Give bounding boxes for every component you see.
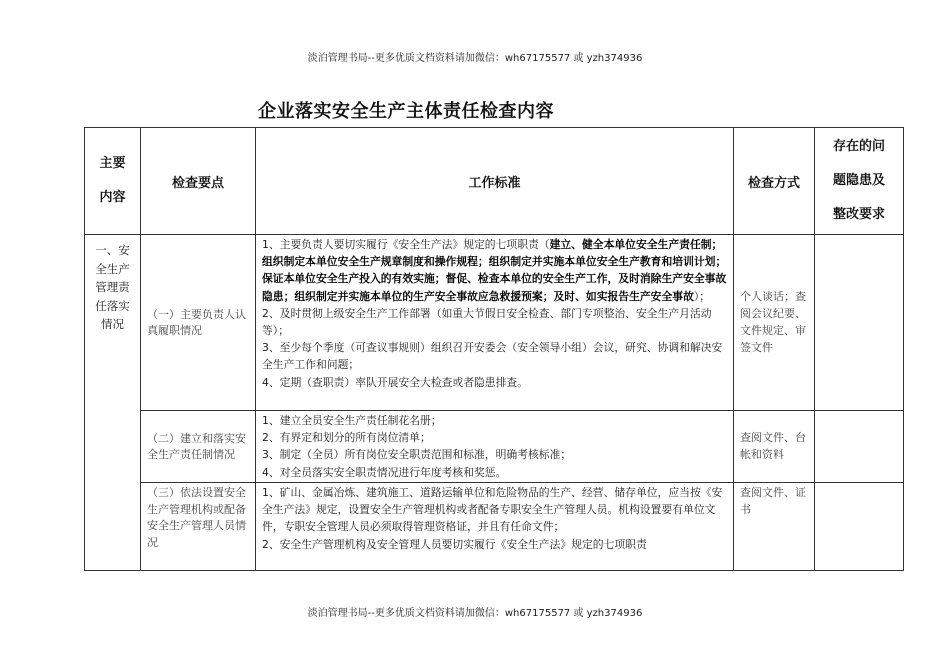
category-cell: 一、安 全生产 管理责 任落实 情况	[85, 235, 141, 571]
header-work-standard: 工作标准	[256, 128, 734, 235]
inspection-table	[84, 127, 904, 571]
table-row	[85, 483, 904, 571]
issues-cell	[815, 483, 904, 571]
standard-item: 2、有界定和划分的所有岗位清单；	[262, 431, 431, 445]
work-standard-cell	[256, 411, 734, 483]
standard-item: 1、主要负责人要切实履行《安全生产法》规定的七项职责（建立、健全本单位安全生产责任制；组织制定本单位安全生产规章制度和操作规程；组织制定并实施本单位安全生产教育和培训计划；保证本单位安全生产投入的有效实施；督促、检查本单位的安全生产工作，及时消除生产安全事故隐患；组织制定并实施本单位的生产安全事故应急救援预案；及时、如实报告生产安全事故）；	[262, 238, 727, 303]
page-header: 淡泊管理书局--更多优质文档资料请加微信：wh67175577 或 yzh374936	[307, 53, 643, 64]
work-standard-cell	[256, 483, 734, 571]
header-check-method: 检查方式	[734, 128, 815, 235]
table-row	[85, 411, 904, 483]
page-footer: 淡泊管理书局--更多优质文档资料请加微信：wh67175577 或 yzh374936	[307, 608, 643, 619]
check-method-cell: 查阅文件、证书	[734, 483, 815, 571]
header-issues: 存在的问 题隐患及 整改要求	[815, 128, 904, 235]
issues-cell	[815, 235, 904, 411]
issues-cell	[815, 411, 904, 483]
standard-item: 2、及时贯彻上级安全生产工作部署（如重大节假日安全检查、部门专项整治、安全生产月活动等）；	[262, 306, 712, 338]
check-point-cell: （一）主要负责人认真履职情况	[141, 235, 256, 411]
standard-item: 3、至少每个季度（可查议事规则）组织召开安委会（安全领导小组）会议，研究、协调和解决安全生产工作和问题；	[262, 341, 723, 372]
standard-item: 3、制定（全员）所有岗位安全职责范围和标准，明确考核标准；	[262, 448, 572, 462]
check-point-cell: （三）依法设置安全生产管理机构或配备安全生产管理人员情况	[141, 483, 256, 571]
check-method-cell: 个人谈话；查阅会议纪要、文件规定、审签文件	[734, 235, 815, 411]
header-check-points: 检查要点	[141, 128, 256, 235]
check-point-cell: （二）建立和落实安全生产责任制情况	[141, 411, 256, 483]
work-standard-cell	[256, 235, 734, 411]
standard-item: 4、定期（查职责）率队开展安全大检查或者隐患排查。	[262, 375, 528, 389]
table-row	[85, 235, 904, 411]
standard-item: 2、安全生产管理机构及安全管理人员要切实履行《安全生产法》规定的七项职责	[262, 537, 647, 551]
document-title: 企业落实安全生产主体责任检查内容	[258, 101, 554, 122]
standard-item: 4、对全员落实安全职责情况进行年度考核和奖惩。	[262, 465, 507, 479]
table-header-row	[85, 128, 904, 235]
standard-item: 1、建立全员安全生产责任制花名册；	[262, 414, 442, 427]
header-main-content: 主要 内容	[85, 128, 141, 235]
check-method-cell: 查阅文件、台帐和资料	[734, 411, 815, 483]
standard-item: 1、矿山、金属冶炼、建筑施工、道路运输单位和危险物品的生产、经营、储存单位，应当按《安全生产法》规定，设置安全生产管理机构或者配备专职安全生产管理人员。机构设置要有单位文件，专职安全管理人员必须取得管理资格证，并且有任命文件；	[262, 486, 723, 534]
standard-clip	[262, 484, 727, 570]
